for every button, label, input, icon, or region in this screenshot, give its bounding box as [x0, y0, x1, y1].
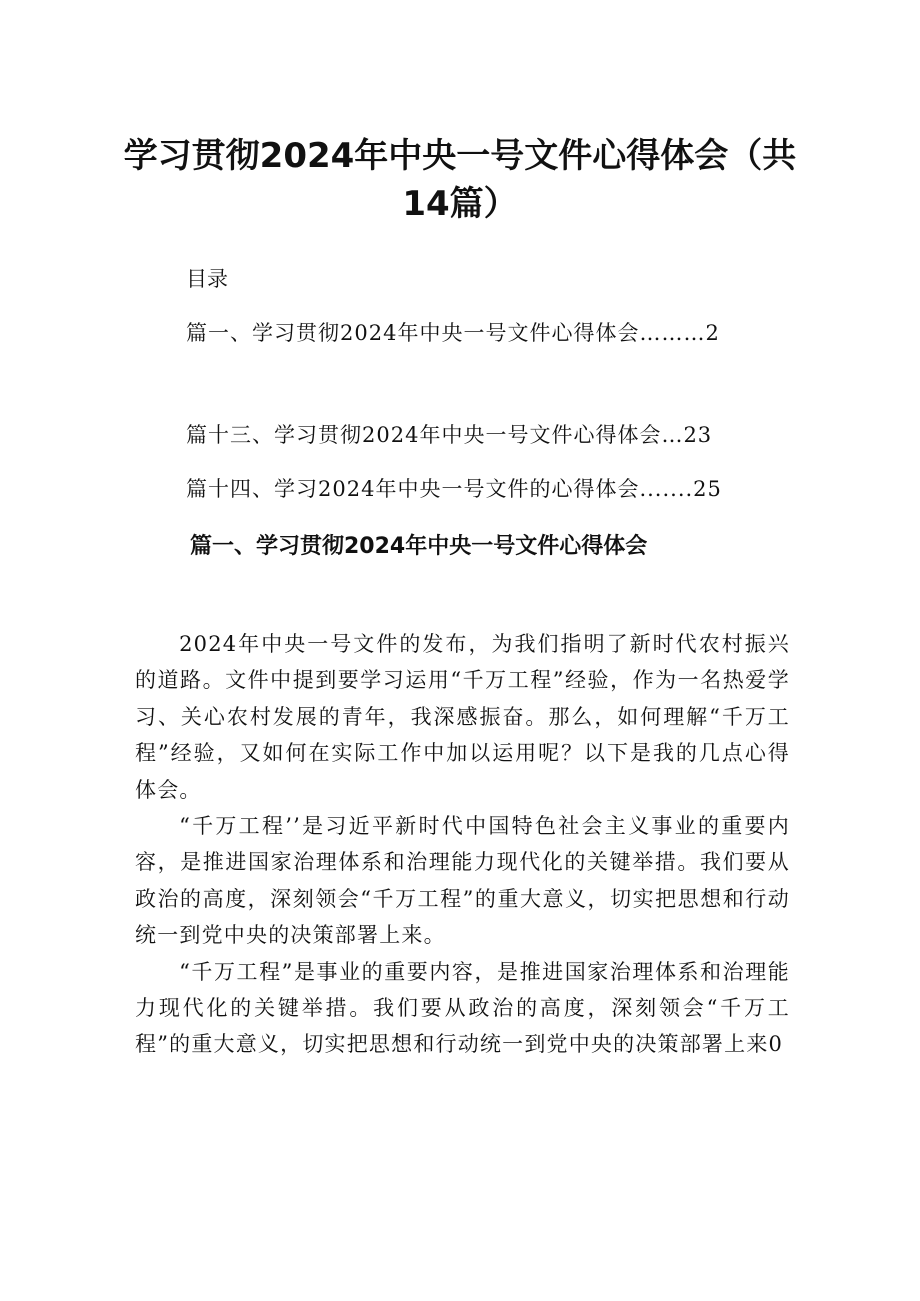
document-title-line-1: 学习贯彻2024年中央一号文件心得体会（共 — [123, 136, 797, 176]
paragraph: 2024年中央一号文件的发布，为我们指明了新时代农村振兴的道路。文件中提到要学习运用“千万工程”经验，作为一名热爱学习、关心农村发展的青年，我深感振奋。那么，如何理解“千万工程”经验，又如何在实际工作中加以运用呢？以下是我的几点心得体会。 — [135, 632, 790, 802]
document-title — [120, 132, 800, 228]
toc-heading: 目录 — [186, 267, 228, 291]
paragraph: “千万工程’’是习近平新时代中国特色社会主义事业的重要内容，是推进国家治理体系和治理能力现代化的关键举措。我们要从政治的高度，深刻领会“千万工程”的重大意义，切实把思想和行动统一到党中央的决策部署上来。 — [135, 814, 790, 948]
toc-item[interactable]: 篇十四、学习2024年中央一号文件的心得体会.......25 — [186, 477, 722, 501]
toc-item[interactable]: 篇一、学习贯彻2024年中央一号文件心得体会………2 — [186, 321, 720, 345]
toc-item[interactable]: 篇十三、学习贯彻2024年中央一号文件心得体会…23 — [186, 423, 713, 447]
paragraph: “千万工程”是事业的重要内容，是推进国家治理体系和治理能力现代化的关键举措。我们要从政治的高度，深刻领会“千万工程”的重大意义，切实把思想和行动统一到党中央的决策部署上来0 — [135, 959, 790, 1057]
document-title-line-2: 14篇） — [402, 184, 518, 224]
section-heading: 篇一、学习贯彻2024年中央一号文件心得体会 — [190, 534, 648, 559]
body-text — [135, 626, 790, 1063]
